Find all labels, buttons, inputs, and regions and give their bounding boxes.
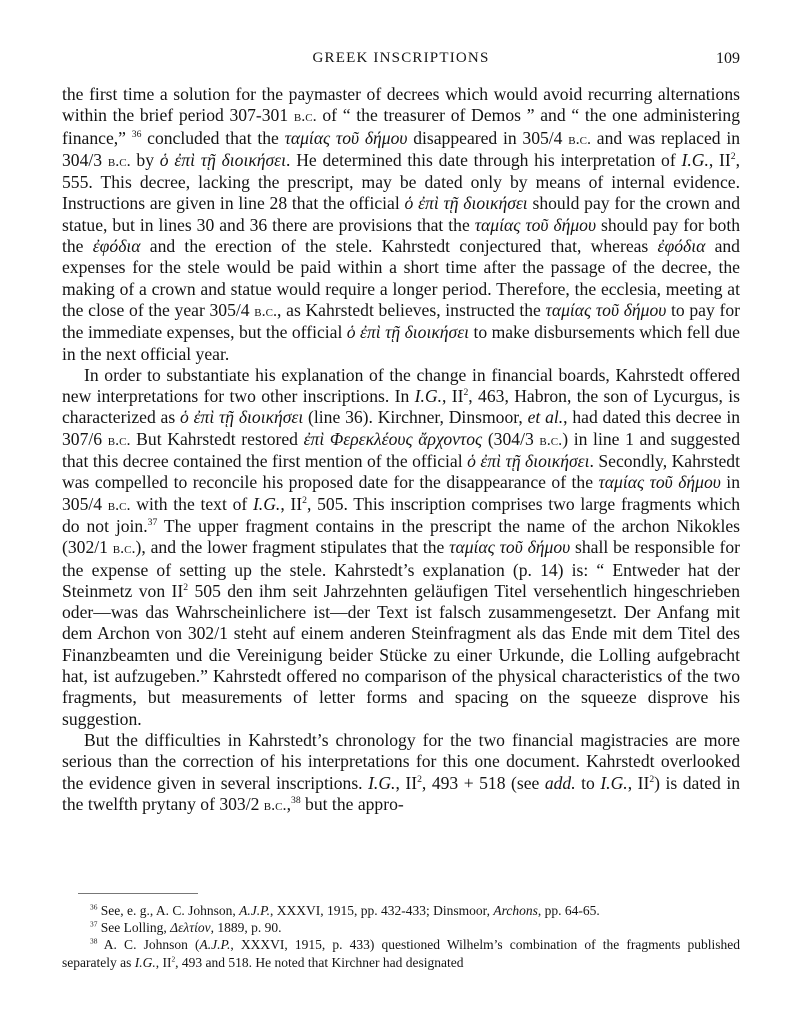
greek-phrase: ταμίας τοῦ δήμου [474, 214, 597, 235]
era-abbreviation: b.c. [568, 129, 592, 148]
text-run: shall be responsible for the expense of setting up the stele. Kahrstedt’s explanation (p. 14) is: “ Entweder hat der Steinmetz von II [62, 537, 740, 601]
text-run: , 1889, p. 90. [210, 920, 282, 936]
text-run: with the text of [130, 493, 253, 514]
text-run: should pay for both the [62, 214, 741, 257]
text-run: A. C. Johnson ( [97, 937, 200, 953]
text-run: , as Kahrstedt believes, instructed the [277, 299, 546, 320]
footnote [62, 936, 740, 970]
era-abbreviation: b.c. [293, 107, 317, 126]
text-run: 505 den ihm seit Jahrzehnten geläufigen Titel versehentlich hingeschrieben oder—was das Wahrscheinlichere ist—der Text ist falsch zusammengesetzt. Der Anfang mit dem Archon von 302/1 steht auf einem anderen Steinfragment als das Ende mit dem Titel des Finanzbeamten und die Vereinigung beider Stücke zu einer Urkunde, die Lolling aufgebracht hat, ist aufzugeben.” Kahrstedt offered no comparison of the physical characteristics of the two fragments, but measurements of letter forms and spacing on the squeeze disprove his suggestion. [62, 580, 741, 729]
footnote [62, 902, 740, 919]
note-reference: 38 [290, 794, 301, 806]
era-abbreviation: b.c. [263, 795, 287, 814]
text-run: But the difficulties in Kahrstedt’s chronology for the two financial magistracies are more serious than the correction of his interpretations for this one document. Kahrstedt overlooked the evidence given in several inscriptions. [62, 729, 740, 793]
greek-phrase: ὁ ἐπὶ τῇ διοικήσει [467, 451, 590, 472]
greek-phrase: ἐπὶ Φερεκλέους ἄρχοντος [303, 428, 483, 449]
footnote [62, 919, 740, 936]
note-reference: 37 [147, 516, 158, 528]
text-run: , 493 + 518 (see [421, 772, 545, 793]
italic-run: Archons [493, 903, 538, 918]
greek-phrase: ταμίας τοῦ δήμου [598, 472, 721, 493]
era-abbreviation: b.c. [112, 539, 136, 558]
text-run: should pay for the crown and statue, but in lines 30 and 36 there are provisions that the [62, 193, 740, 235]
greek-phrase: ὁ ἐπὶ τῇ διοικήσει [346, 322, 470, 343]
italic-run: I.G. [368, 772, 396, 793]
era-abbreviation: b.c. [107, 430, 131, 449]
italic-run: add. [544, 772, 576, 793]
text-run: , had dated this decree in 307/6 [62, 407, 741, 449]
text-run: but the appro- [300, 793, 404, 814]
note-reference: 36 [131, 128, 142, 140]
footnote-rule [78, 893, 198, 894]
text-run: , 493 and 518. He noted that Kirchner had designated [175, 954, 464, 970]
italic-run: I.G. [681, 149, 709, 170]
era-abbreviation: b.c. [107, 495, 131, 514]
text-run: to make disbursements which fell due in the next official year. [62, 322, 740, 364]
text-run: The upper fragment contains in the prescript the name of the archon Nikokles (302/1 [62, 515, 740, 558]
page-number: 109 [716, 50, 740, 67]
greek-phrase: ὁ ἐπὶ τῇ διοικήσει [404, 193, 528, 214]
text-run: , 555. This decree, lacking the prescript, may be dated only by means of internal evidence. Instructions are given in line 28 that the official [62, 149, 741, 214]
text-run: See, e. g., A. C. Johnson, [97, 903, 240, 918]
greek-phrase: ταμίας τοῦ δήμου [284, 127, 408, 148]
italic-run: Δελτίον [170, 920, 211, 936]
note-reference: 2 [730, 150, 736, 162]
text-run: , II [441, 386, 464, 407]
text-run: , 505. This inscription comprises two large fragments which do not join. [62, 493, 740, 536]
text-run: disappeared in 305/4 [407, 127, 569, 148]
text-run: to [575, 772, 601, 793]
running-title: GREEK INSCRIPTIONS [312, 50, 490, 66]
text-run: , II [395, 772, 418, 793]
text-run: (304/3 [482, 428, 540, 449]
era-abbreviation: b.c. [539, 430, 563, 449]
note-reference: 36 [90, 902, 98, 912]
running-head [62, 50, 740, 72]
paragraph [62, 730, 740, 816]
greek-phrase: ὁ ἐπὶ τῇ διοικήσει [180, 407, 304, 428]
text-run: . Secondly, Kahrstedt was compelled to reconcile his proposed date for the disappearance of the [62, 451, 740, 493]
paragraph [62, 84, 740, 365]
italic-run: I.G. [600, 772, 628, 793]
greek-phrase: ἐφόδια [657, 236, 706, 257]
era-abbreviation: b.c. [107, 151, 131, 170]
text-run: and was replaced in 304/3 [62, 127, 741, 170]
text-run: , pp. 64-65. [537, 903, 600, 918]
italic-run: I.G. [252, 493, 281, 514]
text-run: in 305/4 [62, 472, 740, 514]
italic-run: et al. [527, 407, 564, 428]
text-run: by [130, 149, 160, 170]
footnotes [62, 902, 740, 971]
text-run: But Kahrstedt restored [130, 428, 304, 449]
note-reference: 37 [90, 919, 98, 929]
greek-phrase: ταμίας τοῦ δήμου [545, 299, 667, 320]
text-run: ) in line 1 and suggested that this decree contained the first mention of the official [62, 428, 740, 472]
greek-phrase: ταμίας τοῦ δήμου [449, 537, 571, 558]
text-run: of “ the treasurer of Demos ” and “ the one administering finance,” [62, 105, 740, 148]
text-run: to pay for the immediate expenses, but the official [62, 299, 740, 343]
note-reference: 2 [463, 386, 469, 398]
text-run: and the erection of the stele. Kahrstedt conjectured that, whereas [140, 236, 658, 257]
text-run: See Lolling, [97, 920, 171, 936]
note-reference: 2 [302, 494, 307, 506]
text-run: concluded that the [141, 127, 285, 148]
era-abbreviation: b.c. [254, 301, 278, 320]
text-run: ), and the lower fragment stipulates that the [135, 537, 450, 558]
italic-run: I.G. [414, 386, 442, 407]
greek-phrase: ὁ ἐπὶ τῇ διοικήσει [159, 149, 287, 170]
note-reference: 38 [90, 936, 98, 946]
body-text [62, 84, 740, 816]
text-run: , XXXVI, 1915, p. 433) questioned Wilhelm’s combination of the fragments published separately as [62, 937, 740, 970]
italic-run: I.G. [134, 954, 156, 970]
text-run: ) is dated in the twelfth prytany of 303/2 [62, 772, 741, 814]
text-run: , II [627, 772, 650, 793]
text-run: , II [280, 493, 303, 514]
text-run: the first time a solution for the paymaster of decrees which would avoid recurring alternations within the brief period 307-301 [62, 84, 740, 126]
text-run: , II [708, 149, 731, 170]
text-run: , XXXVI, 1915, pp. 432-433; Dinsmoor, [270, 903, 494, 918]
note-reference: 2 [183, 581, 189, 593]
italic-run: A.J.P. [239, 903, 271, 918]
text-run: , II [155, 954, 172, 970]
paragraph [62, 365, 740, 730]
text-run: , [286, 793, 291, 814]
text-run: In order to substantiate his explanation of the change in financial boards, Kahrstedt offered new interpretations for two other inscriptions. In [62, 364, 740, 407]
note-reference: 2 [649, 773, 655, 785]
note-reference: 2 [171, 954, 176, 964]
note-reference: 2 [417, 773, 422, 785]
text-run: and expenses for the stele would be paid within a short time after the passage of the decree, the making of a crown and statue would require a longer period. Therefore, the ecclesia, meeting at the close of the year 305/4 [62, 236, 740, 320]
greek-phrase: ἐφόδια [92, 236, 141, 257]
italic-run: A.J.P. [199, 937, 231, 953]
text-run: (line 36). Kirchner, Dinsmoor, [303, 407, 528, 428]
text-run: . He determined this date through his interpretation of [286, 149, 682, 170]
text-run: , 463, Habron, the son of Lycurgus, is characterized as [62, 386, 740, 428]
